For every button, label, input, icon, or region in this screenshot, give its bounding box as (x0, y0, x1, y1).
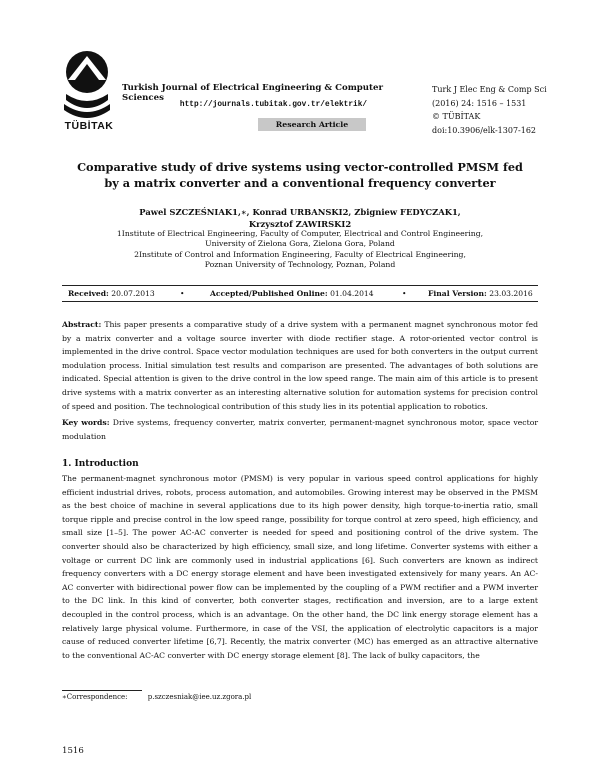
bullet: • (402, 289, 407, 298)
divider-bottom (62, 301, 538, 302)
affiliations (80, 229, 520, 270)
received-date: 20.07.2013 (111, 289, 155, 298)
keywords (62, 416, 538, 443)
citation-doi: doi:10.3906/elk-1307-162 (432, 125, 537, 135)
received-label: Received: (68, 289, 109, 298)
accepted-label: Accepted/Published Online: (210, 289, 328, 298)
footnote-divider (62, 690, 142, 691)
footnote (62, 693, 251, 701)
abstract-label: Abstract: (62, 320, 102, 329)
dates-row (62, 289, 538, 301)
authors-line-2: Krzysztof ZAWIRSKI2 (248, 218, 352, 229)
keywords-label: Key words: (62, 418, 110, 427)
citation-volume: (2016) 24: 1516 – 1531 (432, 98, 527, 108)
page-number: 1516 (62, 746, 84, 756)
logo-text: TÜBİTAK (64, 120, 114, 132)
abstract (62, 318, 538, 413)
section-heading: 1. Introduction (62, 459, 139, 469)
accepted-date: 01.04.2014 (330, 289, 374, 298)
footnote-label: ∗Correspondence: (62, 693, 128, 701)
citation-journal: Turk J Elec Eng & Comp Sci (432, 85, 547, 94)
abstract-text: This paper presents a comparative study of a drive system with a permanent magnet synchronous motor fed by a matrix converter and a voltage source inverter with diode rectifier stage. A rotor-oriented vector control is implemented in the drive control. Space vector modulation techniques are used for both converters in the output current modulation process. Initial simulation test results and comparison are presented. The advantages of both solutions are indicated. Special attention is given to the drive control in the low speed range. The main aim of this article is to present drive systems with a matrix converter as an interesting alternative solution for automation systems for precision control of speed and position. The technological contribution of this study lies in its potential application to robotics. (62, 320, 538, 411)
affiliation-line: 1Institute of Electrical Engineering, Faculty of Computer, Electrical and Control Engineering, (116, 229, 484, 238)
citation-block (432, 83, 592, 137)
journal-url[interactable]: http://journals.tubitak.gov.tr/elektrik/ (179, 101, 368, 109)
paper-title: Comparative study of drive systems using vector-controlled PMSM fed by a matrix converter and a conventional frequency converter (77, 160, 523, 190)
bullet: • (180, 289, 185, 298)
affiliation-line: 2Institute of Control and Information Engineering, Faculty of Electrical Engineering, (134, 249, 466, 259)
intro-paragraph: The permanent-magnet synchronous motor (PMSM) is very popular in various speed control applications for highly efficient industrial drives, robots, process automation, and automobiles. Growing interest may be observed in the PMSM as the best choice of machine in several applications due to its high power density, high torque-to-inertia ratio, small torque ripple and precise control in the low speed range, possibility for torque control at zero speed, high efficiency, and small size [1–5]. The power AC-AC converter is needed for speed and positioning control of the drive system. The converter should also be characterized by high efficiency, small size, and long lifetime. Converter systems with either a voltage or current DC link are commonly used in industrial applications [6]. Such converters are known as indirect frequency converters with a DC energy storage element and have been investigated extensively for many years. An AC-AC converter with bidirectional power flow can be implemented by the coupling of a PWM rectifier and a PWM inverter to the DC link. In this kind of converter, both converter stages, rectification and inversion, are to a large extent decoupled in the control process, which is an advantage. On the other hand, the DC link energy storage element has a relatively large physical volume. Furthermore, in case of the VSI, the application of electrolytic capacitors is a major cause of reduced converter lifetime [6,7]. Recently, the matrix converter (MC) has emerged as an attractive alternative to the conventional AC-AC converter with DC energy storage element [8]. The lack of bulky capacitors, the (62, 474, 538, 660)
divider-top (62, 285, 538, 286)
affiliation-line: University of Zielona Gora, Zielona Gora, Poland (205, 239, 395, 249)
correspondence-email[interactable]: p.szczesniak@iee.uz.zgora.pl (147, 693, 252, 701)
journal-name: Turkish Journal of Electrical Engineering & Computer Sciences (122, 83, 384, 103)
tubitak-logo (62, 50, 112, 122)
final-label: Final Version: (428, 289, 487, 298)
author-list (80, 207, 520, 230)
authors-line-1: Pawel SZCZEŚNIAK1,∗, Konrad URBANSKI2, Zbigniew FEDYCZAK1, (139, 207, 461, 217)
keywords-text: Drive systems, frequency converter, matrix converter, permanent-magnet synchronous motor, space vector modulation (62, 418, 538, 441)
final-date: 23.03.2016 (489, 289, 533, 298)
article-type-badge: Research Article (258, 118, 366, 131)
citation-copyright: © TÜBİTAK (432, 112, 481, 121)
affiliation-line: Poznan University of Technology, Poznan, Poland (204, 259, 396, 269)
